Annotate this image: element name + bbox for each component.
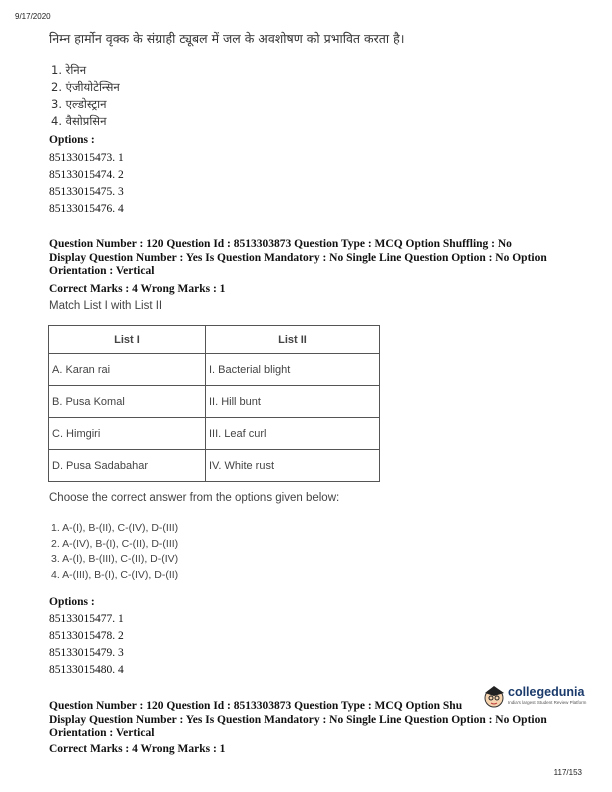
- choice-item: 4. वैसोप्रसिन: [51, 114, 107, 128]
- choice-item: 3. एल्डोस्ट्रान: [51, 97, 107, 111]
- table-cell: IV. White rust: [206, 450, 380, 482]
- option-id-list: [49, 150, 124, 218]
- marks-line: Correct Marks : 4 Wrong Marks : 1: [49, 743, 226, 755]
- option-id-list: [49, 611, 124, 679]
- option-id: 85133015473. 1: [49, 152, 124, 164]
- column-header-list-2: List II: [206, 326, 380, 354]
- metadata-line: Question Number : 120 Question Id : 8513303873 Question Type : MCQ Option Shu: [49, 700, 463, 712]
- option-id: 85133015477. 1: [49, 613, 124, 625]
- match-table: [48, 325, 380, 482]
- option-id: 85133015476. 4: [49, 203, 124, 215]
- choice-item: 4. A-(III), B-(I), C-(IV), D-(II): [51, 568, 179, 581]
- choice-item: 1. A-(I), B-(II), C-(IV), D-(III): [51, 522, 179, 534]
- question-stem: निम्न हार्मोन वृक्क के संग्राही ट्यूबल में जल के अवशोषण को प्रभावित करता है।: [49, 31, 405, 46]
- table-cell: II. Hill bunt: [206, 386, 380, 418]
- table-row: [49, 354, 380, 386]
- table-row: [49, 418, 380, 450]
- table-cell: III. Leaf curl: [206, 418, 380, 450]
- metadata-line: Question Number : 120 Question Id : 8513303873 Question Type : MCQ Option Shuffling : No: [49, 238, 512, 250]
- choice-item: 1. रेनिन: [51, 63, 87, 77]
- option-id: 85133015478. 2: [49, 630, 124, 642]
- table-header-row: [49, 326, 380, 354]
- choice-item: 2. A-(IV), B-(I), C-(II), D-(III): [51, 537, 179, 550]
- brand-name: collegedunia: [508, 685, 585, 699]
- table-row: [49, 450, 380, 482]
- metadata-line: Display Question Number : Yes Is Question Mandatory : No Single Line Question Option : No Option: [49, 713, 547, 726]
- print-date: 9/17/2020: [15, 12, 51, 21]
- metadata-line: Orientation : Vertical: [49, 265, 155, 277]
- option-id: 85133015475. 3: [49, 186, 124, 198]
- table-row: [49, 386, 380, 418]
- column-header-list-1: List I: [49, 326, 206, 354]
- choice-item: 3. A-(I), B-(III), C-(II), D-(IV): [51, 553, 179, 565]
- brand-tagline: India's largest Student Review Platform: [508, 700, 587, 705]
- marks-line: Correct Marks : 4 Wrong Marks : 1: [49, 283, 226, 295]
- table-cell: D. Pusa Sadabahar: [49, 450, 206, 482]
- question-prompt: Match List I with List II: [49, 300, 163, 312]
- table-cell: A. Karan rai: [49, 354, 206, 386]
- table-cell: B. Pusa Komal: [49, 386, 206, 418]
- options-label: Options :: [49, 134, 95, 146]
- table-cell: C. Himgiri: [49, 418, 206, 450]
- page-number: 117/153: [553, 768, 582, 777]
- choice-list: [51, 521, 178, 583]
- option-id: 85133015480. 4: [49, 664, 124, 676]
- question-metadata: [49, 238, 589, 279]
- option-id: 85133015474. 2: [49, 169, 124, 181]
- metadata-line: Display Question Number : Yes Is Question Mandatory : No Single Line Question Option : No Option: [49, 251, 547, 264]
- instruction-text: Choose the correct answer from the options given below:: [49, 492, 340, 504]
- option-id: 85133015479. 3: [49, 647, 124, 659]
- options-label: Options :: [49, 596, 95, 608]
- metadata-line: Orientation : Vertical: [49, 727, 155, 739]
- choice-item: 2. एंजीयोटेन्सिन: [51, 80, 120, 94]
- choice-list: [51, 62, 120, 130]
- table-cell: I. Bacterial blight: [206, 354, 380, 386]
